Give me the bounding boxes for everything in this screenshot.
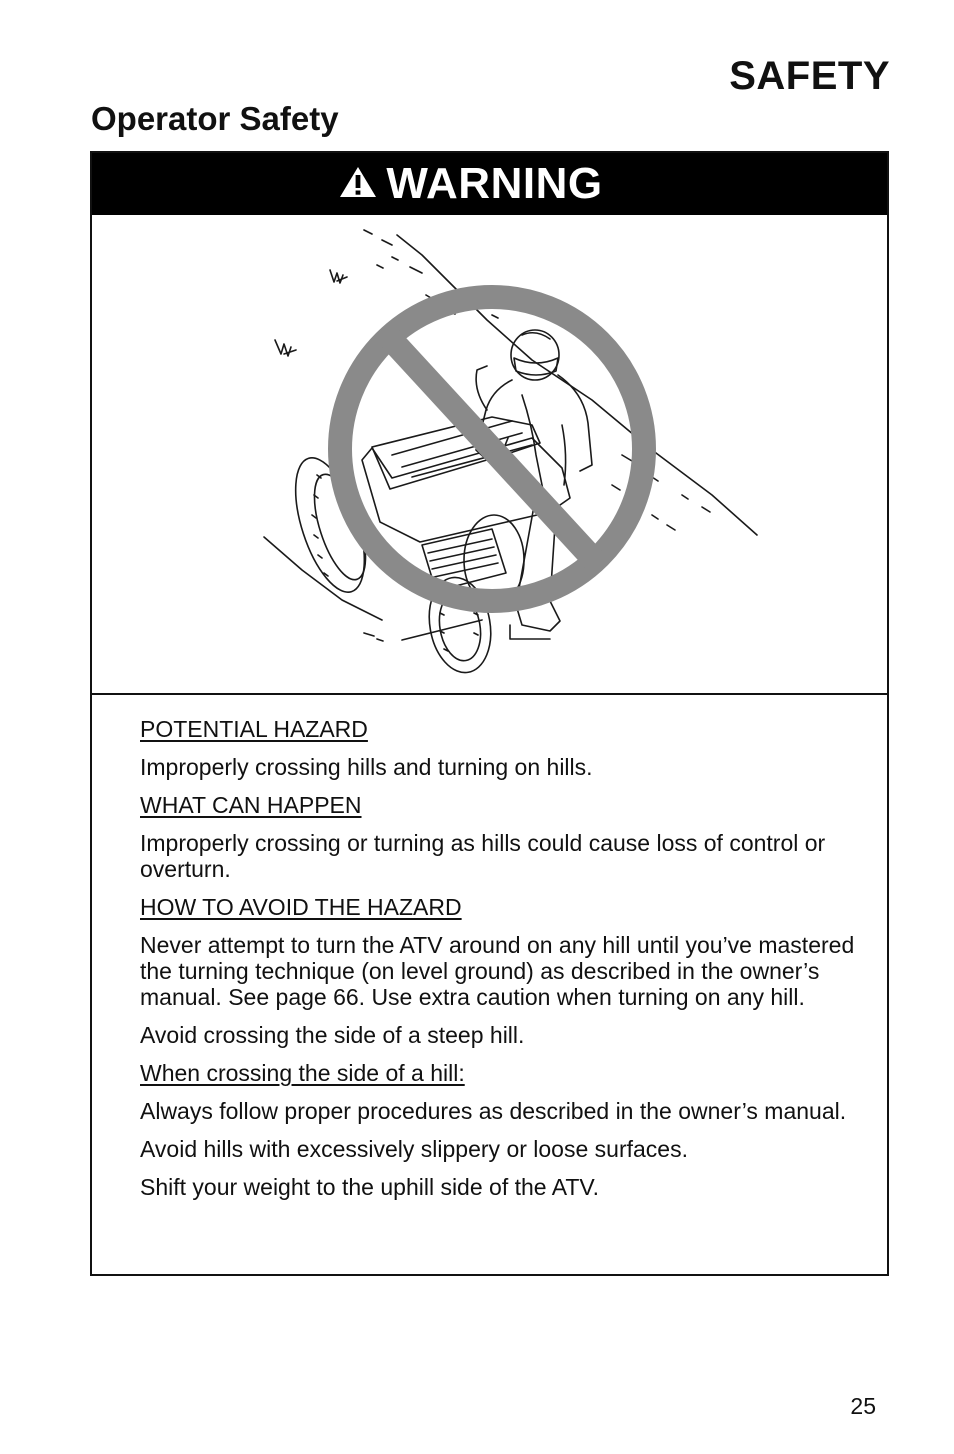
rider-on-atv-crossing-hill-image xyxy=(92,215,887,693)
how-to-avoid-text-2: Avoid crossing the side of a steep hill. xyxy=(140,1022,525,1048)
warning-text-body xyxy=(92,695,887,1200)
warning-label: WARNING xyxy=(386,159,603,208)
potential-hazard-text: Improperly crossing hills and turning on hills. xyxy=(140,754,593,780)
section-title: SAFETY xyxy=(729,54,890,98)
crossing-hill-text-2: Avoid hills with excessively slippery or loose surfaces. xyxy=(140,1136,688,1162)
crossing-hill-label: When crossing the side of a hill: xyxy=(140,1060,465,1086)
how-to-avoid-text-1: Never attempt to turn the ATV around on any hill until you’ve mastered the turning technique (on level ground) as described in the owner’s manual. See page 66. Use extra caution when turning on any hill. xyxy=(140,932,855,1010)
crossing-hill-text-3: Shift your weight to the uphill side of the ATV. xyxy=(140,1174,600,1200)
what-can-happen-label: WHAT CAN HAPPEN xyxy=(140,792,362,818)
page-title: Operator Safety xyxy=(91,100,339,137)
warning-triangle-icon xyxy=(338,165,378,204)
potential-hazard-label: POTENTIAL HAZARD xyxy=(140,716,368,742)
how-to-avoid-label: HOW TO AVOID THE HAZARD xyxy=(140,894,462,920)
what-can-happen-text: Improperly crossing or turning as hills could cause loss of control or overturn. xyxy=(140,830,826,882)
hill-atv-illustration xyxy=(92,215,887,695)
page-number: 25 xyxy=(850,1393,876,1419)
warning-banner xyxy=(92,153,887,215)
warning-box xyxy=(90,151,889,1276)
crossing-hill-text-1: Always follow proper procedures as described in the owner’s manual. xyxy=(140,1098,847,1124)
